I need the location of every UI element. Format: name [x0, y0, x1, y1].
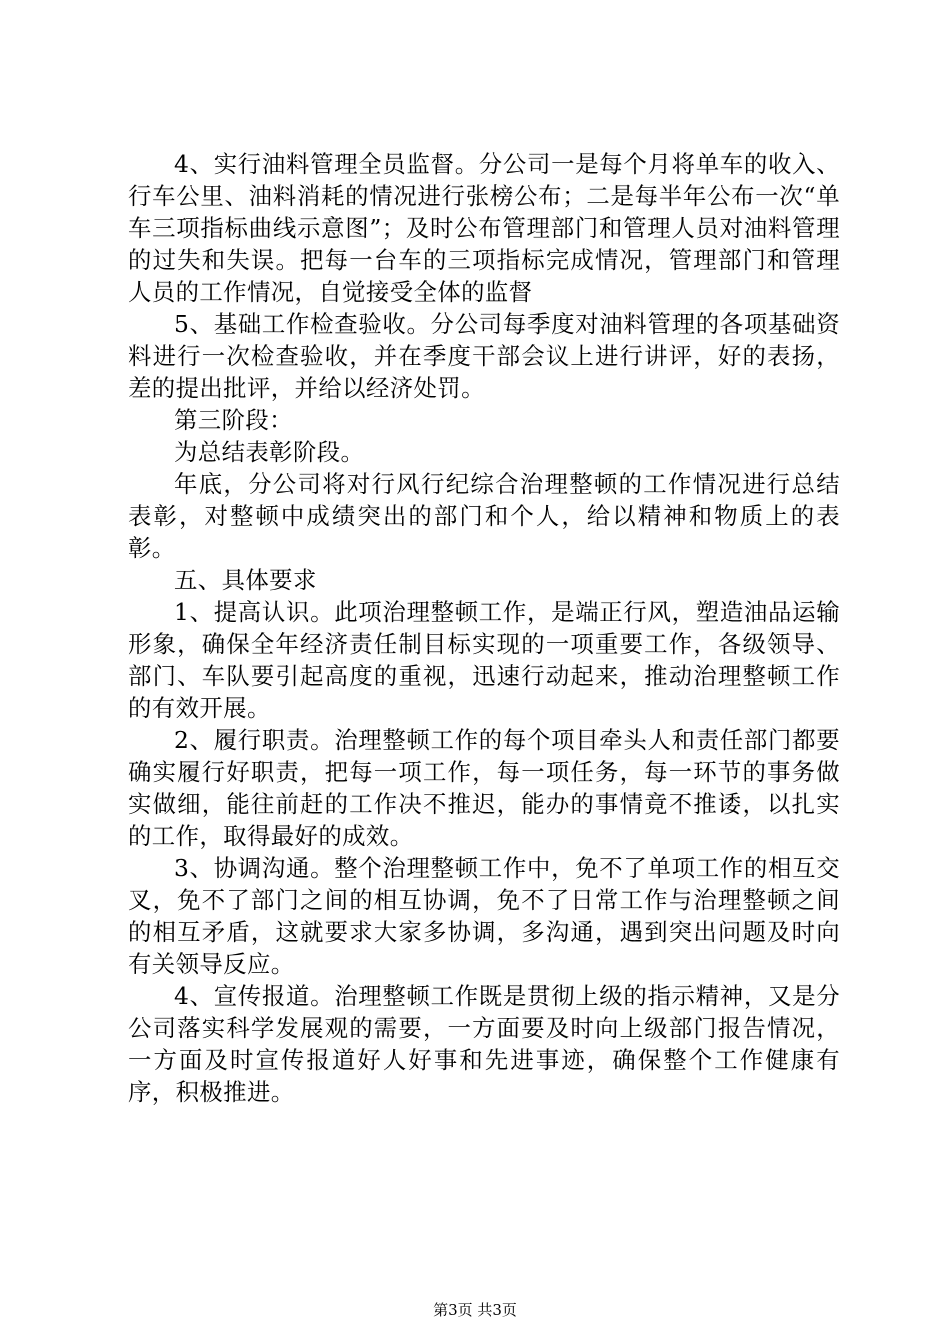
section-heading-requirements: 五、具体要求 — [174, 566, 317, 594]
paragraph-oil-supervision: 4、实行油料管理全员监督。分公司一是每个月将单车的收入、行车公里、油料消耗的情况进行张榜公布；二是每半年公布一次“单车三项指标曲线示意图”；及时公布管理部门和管理人员对油料管理的过失和失误。把每一台车的三项指标完成情况，管理部门和管理人员的工作情况，自觉接受全体的监督 — [128, 150, 840, 306]
page-number-footer: 第3页 共3页 — [433, 1301, 517, 1319]
document-body — [128, 148, 840, 1108]
paragraph-stage-three-summary: 为总结表彰阶段。 — [174, 438, 365, 466]
paragraph-stage-three-heading: 第三阶段： — [174, 406, 293, 434]
paragraph-basic-inspection: 5、基础工作检查验收。分公司每季度对油料管理的各项基础资料进行一次检查验收，并在季度干部会议上进行讲评，好的表扬，差的提出批评，并给以经济处罚。 — [128, 310, 840, 402]
paragraph-coordinate-communicate: 3、协调沟通。整个治理整顿工作中，免不了单项工作的相互交叉，免不了部门之间的相互协调，免不了日常工作与治理整顿之间的相互矛盾，这就要求大家多协调，多沟通，遇到突出问题及时向有关领导反应。 — [128, 854, 840, 978]
paragraph-fulfill-duties: 2、履行职责。治理整顿工作的每个项目牵头人和责任部门都要确实履行好职责，把每一项工作，每一项任务，每一环节的事务做实做细，能往前赶的工作决不推迟，能办的事情竟不推诿，以扎实的工作，取得最好的成效。 — [128, 726, 840, 850]
paragraph-publicity-reporting: 4、宣传报道。治理整顿工作既是贯彻上级的指示精神，又是分公司落实科学发展观的需要，一方面要及时向上级部门报告情况，一方面及时宣传报道好人好事和先进事迹，确保整个工作健康有序，积极推进。 — [128, 982, 840, 1106]
paragraph-year-end-commendation: 年底，分公司将对行风行纪综合治理整顿的工作情况进行总结表彰，对整顿中成绩突出的部门和个人，给以精神和物质上的表彰。 — [128, 470, 840, 562]
paragraph-raise-awareness: 1、提高认识。此项治理整顿工作，是端正行风，塑造油品运输形象，确保全年经济责任制目标实现的一项重要工作，各级领导、部门、车队要引起高度的重视，迅速行动起来，推动治理整顿工作的有效开展。 — [128, 598, 840, 722]
